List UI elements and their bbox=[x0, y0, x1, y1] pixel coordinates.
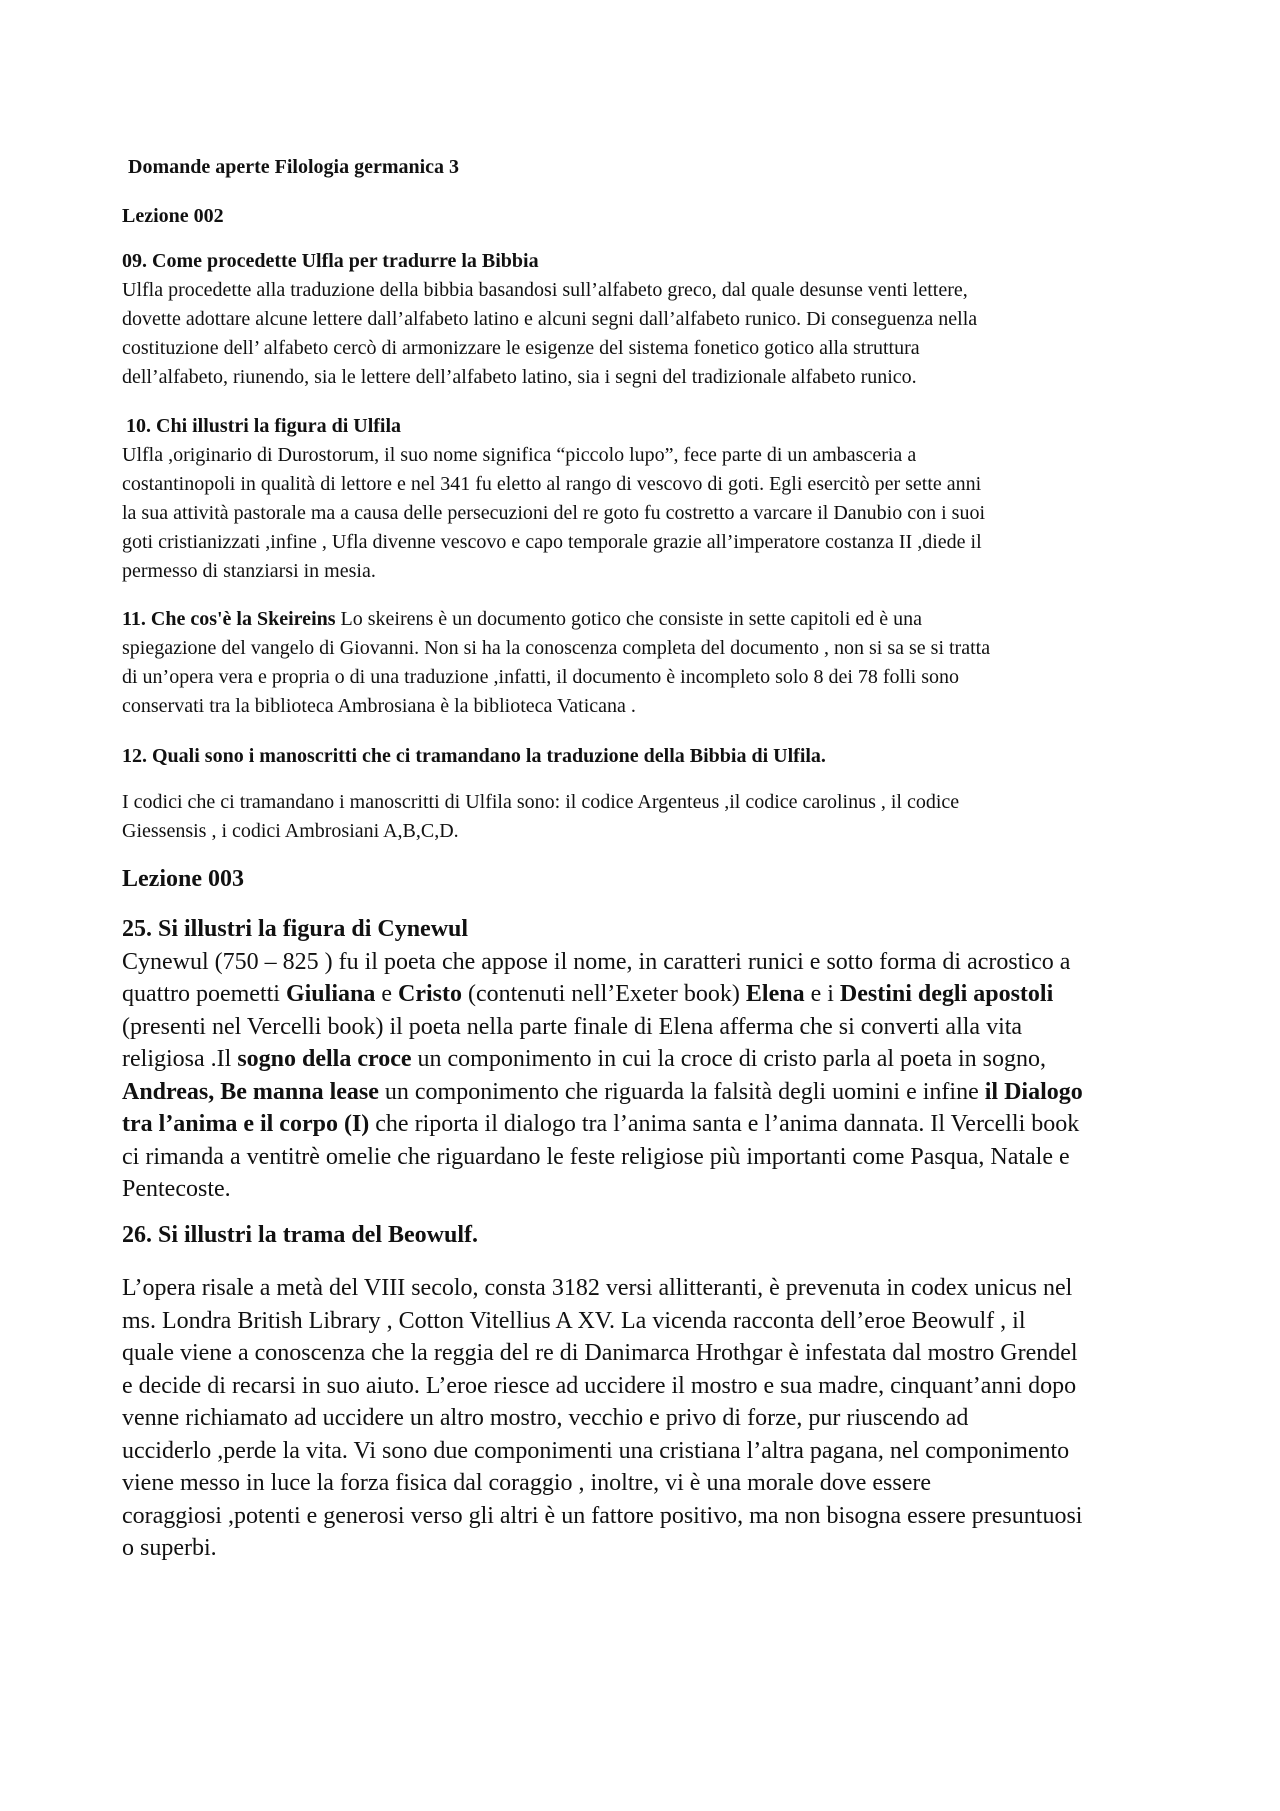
answer-block bbox=[122, 1272, 1162, 1565]
answer-text: (presenti nel Vercelli book) il poeta nella parte finale di Elena afferma che si converti alla vita bbox=[122, 1013, 1023, 1040]
question-title: 26. Si illustri la trama del Beowulf. bbox=[122, 1222, 478, 1248]
question-title: 10. Chi illustri la figura di Ulfila bbox=[126, 415, 402, 437]
answer-line: spiegazione del vangelo di Giovanni. Non si ha la conoscenza completa del documento , non si sa se si tratta bbox=[122, 637, 991, 659]
answer-text: Cynewul (750 – 825 ) fu il poeta che appose il nome, in caratteri runici e sotto forma di acrostico a bbox=[122, 948, 1071, 975]
answer-line: Giessensis , i codici Ambrosiani A,B,C,D. bbox=[122, 820, 459, 842]
question-block bbox=[122, 412, 1162, 586]
answer-line bbox=[122, 1043, 1162, 1076]
answer-line: dell’alfabeto, riunendo, sia le lettere dell’alfabeto latino, sia i segni del tradizionale alfabeto runico. bbox=[122, 366, 917, 388]
answer-line: costituzione dell’ alfabeto cercò di armonizzare le esigenze del sistema fonetico gotico alla struttura bbox=[122, 337, 920, 359]
answer-line: e decide di recarsi in suo aiuto. L’eroe riesce ad uccidere il mostro e sua madre, cinquant’anni dopo bbox=[122, 1372, 1077, 1399]
answer-line: conservati tra la biblioteca Ambrosiana è la biblioteca Vaticana . bbox=[122, 695, 636, 717]
lesson-heading bbox=[122, 202, 1162, 231]
bold-term: il Dialogo bbox=[984, 1078, 1083, 1105]
lesson-heading-text: Lezione 003 bbox=[122, 866, 244, 892]
bold-term: Cristo bbox=[398, 981, 462, 1007]
answer-text: che riporta il dialogo tra l’anima santa e l’anima dannata. Il Vercelli book bbox=[369, 1111, 1080, 1137]
answer-text: Pentecoste. bbox=[122, 1176, 231, 1202]
answer-line bbox=[122, 1076, 1162, 1109]
question-title: 11. Che cos'è la Skeireins bbox=[122, 608, 336, 630]
answer-line bbox=[122, 1173, 1162, 1206]
answer-text: (contenuti nell’Exeter book) bbox=[461, 981, 746, 1007]
lesson-heading-text: Lezione 002 bbox=[122, 205, 224, 227]
answer-line: o superbi. bbox=[122, 1535, 217, 1561]
question-title: 12. Quali sono i manoscritti che ci tramandano la traduzione della Bibbia di Ulfila. bbox=[122, 745, 826, 767]
bold-term: sogno della croce bbox=[237, 1046, 412, 1072]
answer-text: ci rimanda a ventitrè omelie che riguardano le feste religiose più importanti come Pasqua, Natale e bbox=[122, 1143, 1070, 1170]
answer-line: permesso di stanziarsi in mesia. bbox=[122, 560, 376, 582]
answer-text: un componimento che riguarda la falsità degli uomini e infine bbox=[378, 1078, 985, 1105]
bold-term: Elena bbox=[745, 981, 805, 1007]
question-block bbox=[122, 913, 1162, 1206]
answer-text: e i bbox=[804, 981, 840, 1007]
answer-line bbox=[122, 1108, 1162, 1141]
answer-line: goti cristianizzati ,infine , Ufla divenne vescovo e capo temporale grazie all’imperatore costanza II ,diede il bbox=[122, 531, 982, 553]
question-block bbox=[122, 605, 1162, 721]
answer-text: Lo skeirens è un documento gotico che consiste in sette capitoli ed è una bbox=[335, 608, 923, 630]
answer-line bbox=[122, 946, 1162, 979]
question-block bbox=[122, 742, 1162, 771]
question-title: 09. Come procedette Ulfla per tradurre la Bibbia bbox=[122, 250, 539, 272]
answer-line: Ulfla ,originario di Durostorum, il suo nome significa “piccolo lupo”, fece parte di un ambasceria a bbox=[122, 444, 917, 466]
answer-line: dovette adottare alcune lettere dall’alfabeto latino e alcuni segni dall’alfabeto runico. Di conseguenza nella bbox=[122, 308, 978, 330]
question-block bbox=[122, 247, 1162, 392]
answer-line: costantinopoli in qualità di lettore e nel 341 fu eletto al rango di vescovo di goti. Egli esercitò per sette anni bbox=[122, 473, 982, 495]
bold-term: Destini degli apostoli bbox=[839, 981, 1054, 1007]
answer-line: I codici che ci tramandano i manoscritti di Ulfila sono: il codice Argenteus ,il codice carolinus , il codice bbox=[122, 791, 960, 813]
answer-block bbox=[122, 788, 1162, 846]
question-block bbox=[122, 1219, 1162, 1252]
bold-term: Andreas, Be manna lease bbox=[122, 1078, 379, 1105]
document-title bbox=[122, 153, 1168, 182]
document-title-text: Domande aperte Filologia germanica 3 bbox=[128, 156, 460, 178]
answer-line: viene messo in luce la forza fisica dal coraggio , inoltre, vi è una morale dove essere bbox=[122, 1470, 932, 1496]
answer-line bbox=[122, 1011, 1162, 1044]
answer-text: religiosa .Il bbox=[122, 1046, 238, 1072]
answer-line: coraggiosi ,potenti e generosi verso gli altri è un fattore positivo, ma non bisogna essere presuntuosi bbox=[122, 1502, 1083, 1529]
answer-text: e bbox=[375, 981, 398, 1007]
answer-line bbox=[122, 1141, 1162, 1174]
answer-line: L’opera risale a metà del VIII secolo, consta 3182 versi allitteranti, è prevenuta in codex unicus nel bbox=[122, 1275, 1073, 1301]
answer-line bbox=[122, 978, 1162, 1011]
answer-line bbox=[122, 605, 1162, 634]
answer-line: Ulfla procedette alla traduzione della bibbia basandosi sull’alfabeto greco, dal quale desunse venti lettere, bbox=[122, 279, 968, 301]
answer-text: un componimento in cui la croce di cristo parla al poeta in sogno, bbox=[411, 1046, 1047, 1072]
question-title: 25. Si illustri la figura di Cynewul bbox=[122, 916, 469, 942]
answer-rich-text bbox=[122, 946, 1162, 1206]
bold-term: Giuliana bbox=[285, 981, 376, 1007]
answer-line: ms. Londra British Library , Cotton Vitellius A XV. La vicenda racconta dell’eroe Beowulf , il bbox=[122, 1307, 1026, 1334]
answer-line: la sua attività pastorale ma a causa delle persecuzioni del re goto fu costretto a varcare il Danubio con i suoi bbox=[122, 502, 985, 524]
answer-line: di un’opera vera e propria o di una traduzione ,infatti, il documento è incompleto solo 8 dei 78 folli sono bbox=[122, 666, 960, 688]
bold-term: tra l’anima e il corpo (I) bbox=[122, 1111, 370, 1137]
answer-text: quattro poemetti bbox=[122, 981, 286, 1007]
lesson-heading bbox=[122, 863, 1162, 896]
answer-line: ucciderlo ,perde la vita. Vi sono due componimenti una cristiana l’altra pagana, nel componimento bbox=[122, 1437, 1070, 1464]
answer-line: venne richiamato ad uccidere un altro mostro, vecchio e privo di forze, pur riuscendo ad bbox=[122, 1405, 969, 1431]
answer-line: quale viene a conoscenza che la reggia del re di Danimarca Hrothgar è infestata dal mostro Grendel bbox=[122, 1340, 1078, 1366]
